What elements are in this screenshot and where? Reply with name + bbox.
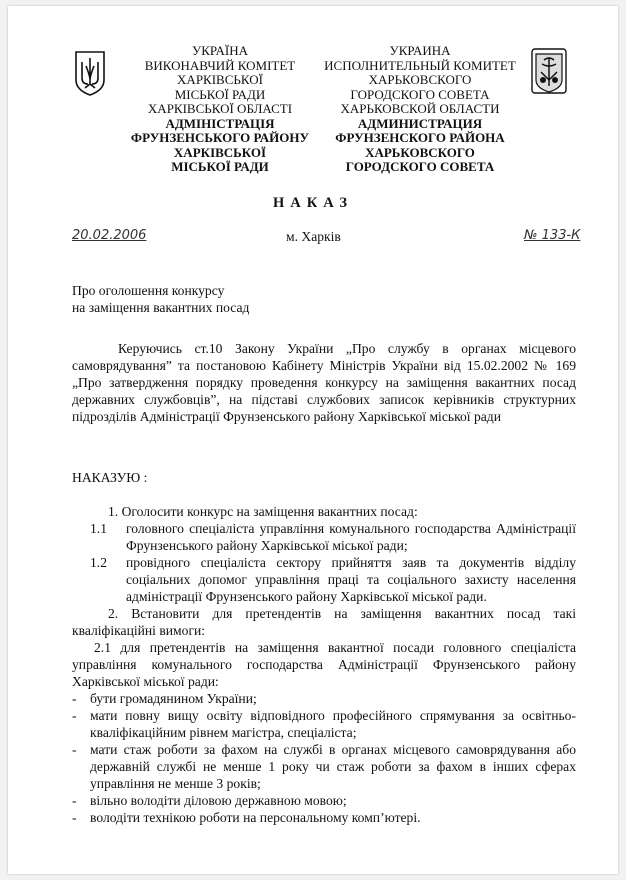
kharkiv-coat-of-arms-icon [530, 46, 568, 96]
item-1: 1. Оголосити конкурс на заміщення вакантних посад: [108, 504, 418, 519]
list-item [72, 809, 576, 826]
list-item-text: бути громадянином України; [90, 691, 257, 706]
subject-line: на заміщення вакантних посад [72, 300, 250, 315]
header-line-bold: ГОРОДСКОГО СОВЕТА [345, 159, 495, 174]
order-word: НАКАЗУЮ : [72, 470, 148, 485]
header-line: ХАРЬКОВСКОЙ ОБЛАСТИ [340, 101, 500, 116]
header-line-bold: АДМІНІСТРАЦІЯ [165, 115, 275, 131]
header-line-bold: АДМИНИСТРАЦИЯ [357, 115, 483, 131]
list-item [72, 707, 576, 741]
requirements-list [72, 690, 576, 826]
ukraine-trident-icon [74, 50, 106, 96]
header-line: ХАРКІВСЬКОЇ [177, 72, 263, 87]
header-ukrainian [120, 44, 320, 175]
item-text: головного спеціаліста управління комунального господарства Адміністрації Фрунзенського району Харківської міської ради; [126, 521, 576, 553]
list-item-text: мати стаж роботи за фахом на службі в органах місцевого самоврядування або державній службі не менше 1 року чи стаж роботи за фахом в інших сферах управління не менше 3 років; [90, 742, 576, 791]
order-number: № 133-К [524, 228, 581, 243]
order-items [72, 503, 576, 826]
list-dash: - [72, 793, 77, 808]
subject-line: Про оголошення конкурсу [72, 283, 225, 298]
item-text: провідного спеціаліста сектору прийняття заяв та документів відділу соціальних допомог управління праці та соціального захисту населення адміністрації Фрунзенського району Харківської міської ради. [126, 555, 576, 604]
preamble-paragraph: Керуючись ст.10 Закону України „Про службу в органах місцевого самоврядування” та постановою Кабінету Міністрів України від 15.02.2002 № 169 „Про затвердження порядку проведення конкурсу на заміщення вакантних посад державних службовців”, на підставі службових записок керівників структурних підрозділів Адміністрації Фрунзенського району Харківської міської ради [72, 341, 576, 424]
order-city: м. Харків [286, 229, 341, 244]
header-line: ГОРОДСКОГО СОВЕТА [350, 86, 490, 102]
list-item-text: мати повну вищу освіту відповідного професійного спрямування за освітньо-кваліфікаційним рівнем магістра, спеціаліста; [90, 708, 576, 740]
header-line: ВИКОНАВЧИЙ КОМІТЕТ [144, 57, 296, 73]
header-line: ХАРКІВСЬКОЇ ОБЛАСТІ [147, 101, 293, 116]
list-dash: - [72, 810, 77, 825]
header-line-bold: ФРУНЗЕНСЬКОГО РАЙОНУ [130, 130, 310, 145]
document-title: НАКАЗ [272, 195, 354, 211]
list-item [72, 690, 576, 707]
header-line-bold: МІСЬКОЇ РАДИ [171, 159, 269, 174]
document-page [8, 6, 618, 874]
list-item [72, 792, 576, 809]
header-line-bold: ХАРКІВСЬКОЇ [173, 144, 267, 160]
list-dash: - [72, 691, 77, 706]
list-dash: - [72, 742, 77, 757]
item-2: 2. Встановити для претендентів на заміщення вакантних посад такі кваліфікаційні вимоги: [72, 606, 576, 638]
item-1-2 [90, 554, 576, 605]
header-line: УКРАЇНА [192, 43, 248, 58]
list-dash: - [72, 708, 77, 723]
item-2-1: 2.1 для претендентів на заміщення вакантної посади головного спеціаліста управління комунального господарства Адміністрації Фрунзенського району Харківської міської ради: [72, 640, 576, 689]
item-number: 1.2 [90, 555, 107, 570]
order-subject [72, 282, 372, 316]
header-russian [320, 44, 520, 175]
header-line: МІСЬКОЇ РАДИ [174, 86, 266, 102]
item-1-1 [90, 520, 576, 554]
list-item-text: вільно володіти діловою державною мовою; [90, 793, 347, 808]
header-line: ИСПОЛНИТЕЛЬНЫЙ КОМИТЕТ [324, 57, 516, 73]
list-item-text: володіти технікою роботи на персональному комп’ютері. [90, 810, 421, 825]
item-number: 1.1 [90, 521, 107, 536]
header-line-bold: ФРУНЗЕНСКОГО РАЙОНА [335, 130, 505, 145]
list-item [72, 741, 576, 792]
order-date: 20.02.2006 [72, 228, 147, 243]
header-line-bold: ХАРЬКОВСКОГО [365, 144, 475, 160]
header-line: ХАРЬКОВСКОГО [368, 72, 472, 87]
header-line: УКРАИНА [389, 43, 451, 58]
